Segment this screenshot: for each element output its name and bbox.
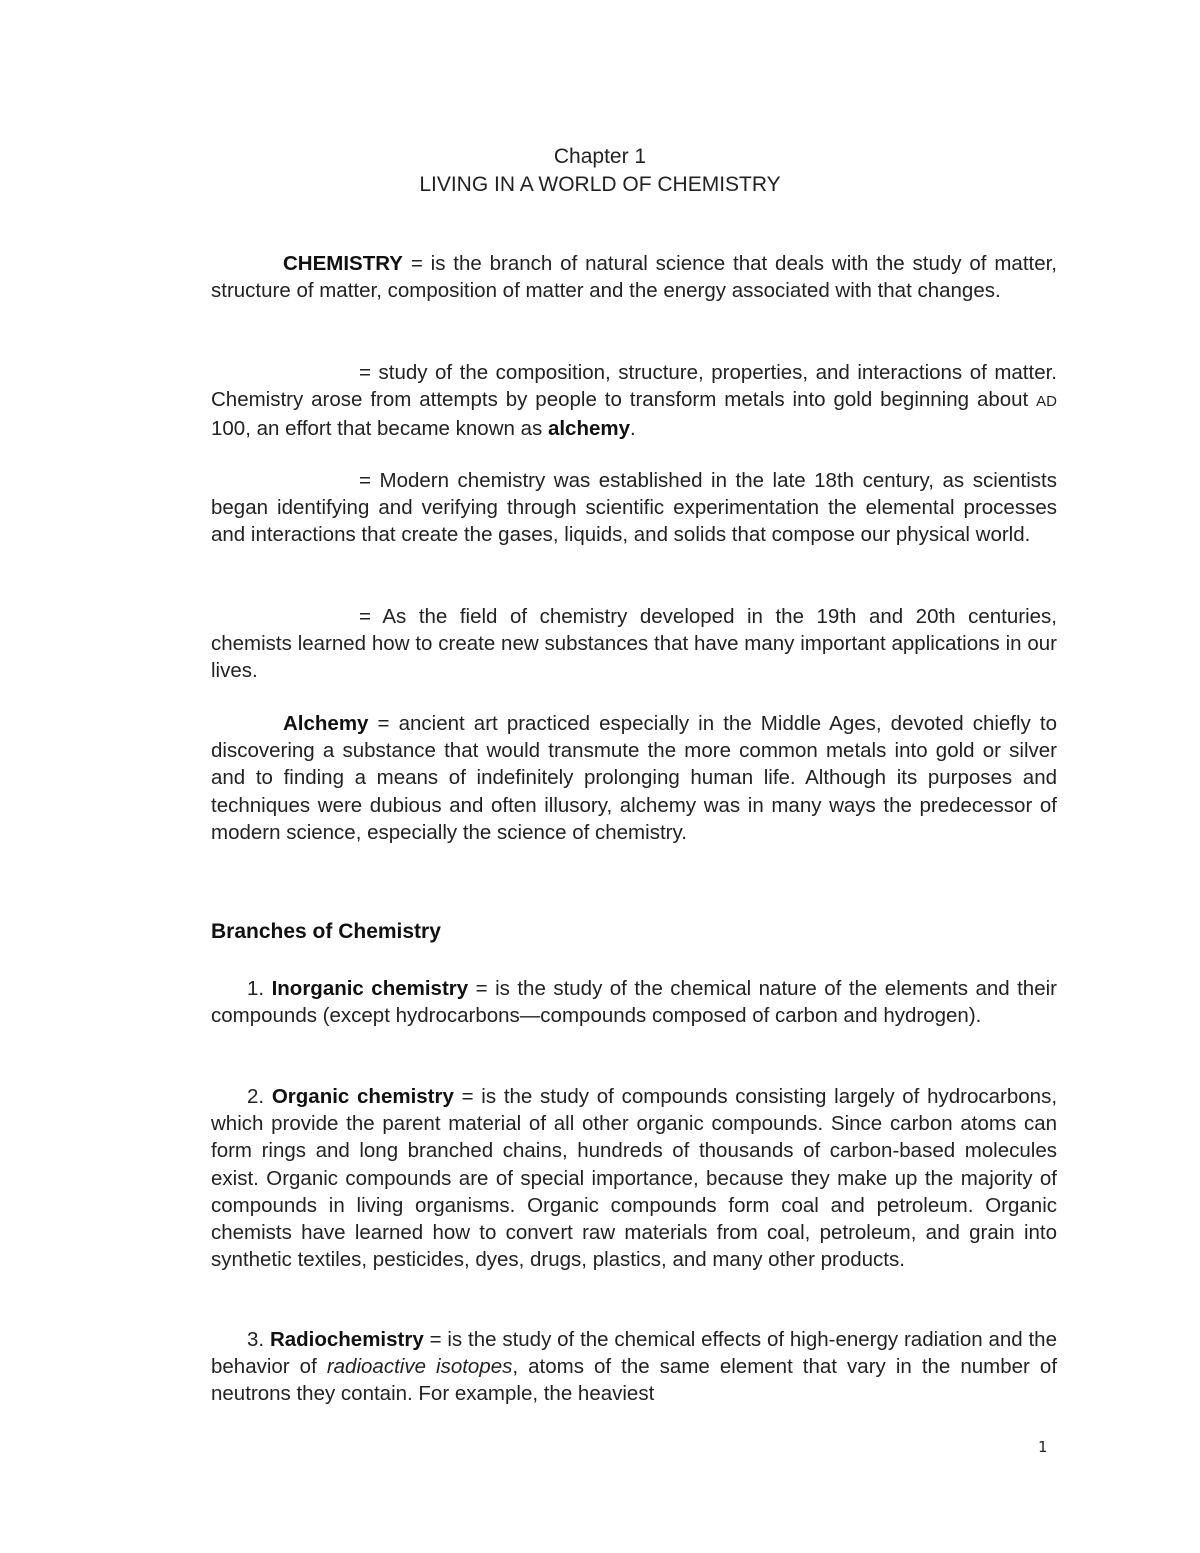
chemistry-definition-2-text: = study of the composition, structure, properties, and interactions of matter. Chemistry arose from attempts by people to transform metals into gold beginning about <box>211 361 1057 412</box>
chemistry-definition-1-text: = is the branch of natural science that deals with the study of matter, structure of matter, composition of matter and the energy associated with that changes. <box>211 252 1057 303</box>
alchemy-definition <box>211 710 1057 846</box>
list-item <box>211 975 1057 1029</box>
chemistry-definition-2 <box>211 359 1057 443</box>
chapter-title: LIVING IN A WORLD OF CHEMISTRY <box>419 173 781 196</box>
term-chemistry: CHEMISTRY <box>283 252 403 275</box>
list-number: 1. <box>247 977 265 1000</box>
chapter-number: Chapter 1 <box>553 145 647 168</box>
chemistry-definition-1 <box>211 250 1057 304</box>
list-item-text: = is the study of the chemical nature of the elements and their compounds (except hydrocarbons—compounds composed of carbon and hydrogen). <box>211 977 1057 1028</box>
ad-abbreviation: AD <box>1036 393 1057 411</box>
list-number: 3. <box>247 1328 265 1351</box>
page-number: 1 <box>1038 1438 1048 1456</box>
chemistry-definition-4: = As the field of chemistry developed in the 19th and 20th centuries, chemists learned how to create new substances that have many important applications in our lives. <box>211 605 1057 683</box>
term-alchemy: Alchemy <box>283 712 369 735</box>
term-inorganic: Inorganic chemistry <box>271 977 469 1000</box>
term-alchemy-inline: alchemy <box>547 417 631 441</box>
list-item-text: = is the study of compounds consisting largely of hydrocarbons, which provide the parent material of all other organic compounds. Since carbon atoms can form rings and long branched chains, hundreds of thousands of carbon-based molecules exist. Organic compounds are of special importance, because they make up the majority of compounds in living organisms. Organic compounds form coal and petroleum. Organic chemists have learned how to convert raw materials from coal, petroleum, and grain into synthetic textiles, pesticides, dyes, drugs, plastics, and many other products. <box>211 1085 1058 1272</box>
term-radioactive-isotopes: radioactive isotopes <box>326 1355 513 1379</box>
alchemy-definition-text: = ancient art practiced especially in the Middle Ages, devoted chiefly to discovering a substance that would transmute the more common metals into gold or silver and to finding a means of indefinitely prolonging human life. Although its purposes and techniques were dubious and often illusory, alchemy was in many ways the predecessor of modern science, especially the science of chemistry. <box>211 712 1057 844</box>
chemistry-definition-2-text-b: 100, an effort that became known as <box>211 417 548 441</box>
list-item <box>211 1083 1057 1273</box>
chemistry-definition-2-end: . <box>630 417 636 441</box>
list-item-text-b: , atoms of the same element that vary in the number of neutrons they contain. For example, the heaviest <box>211 1355 1058 1406</box>
branches-heading: Branches of Chemistry <box>211 920 441 943</box>
list-item-text: = is the study of the chemical effects of high-energy radiation and the behavior of <box>211 1328 1057 1379</box>
chemistry-definition-3: = Modern chemistry was established in the late 18th century, as scientists began identifying and verifying through scientific experimentation the elemental processes and interactions that create the gases, liquids, and solids that compose our physical world. <box>211 469 1057 547</box>
list-item <box>211 1326 1057 1408</box>
term-organic: Organic chemistry <box>271 1085 454 1108</box>
term-radiochemistry: Radiochemistry <box>269 1328 424 1351</box>
list-number: 2. <box>247 1085 265 1108</box>
